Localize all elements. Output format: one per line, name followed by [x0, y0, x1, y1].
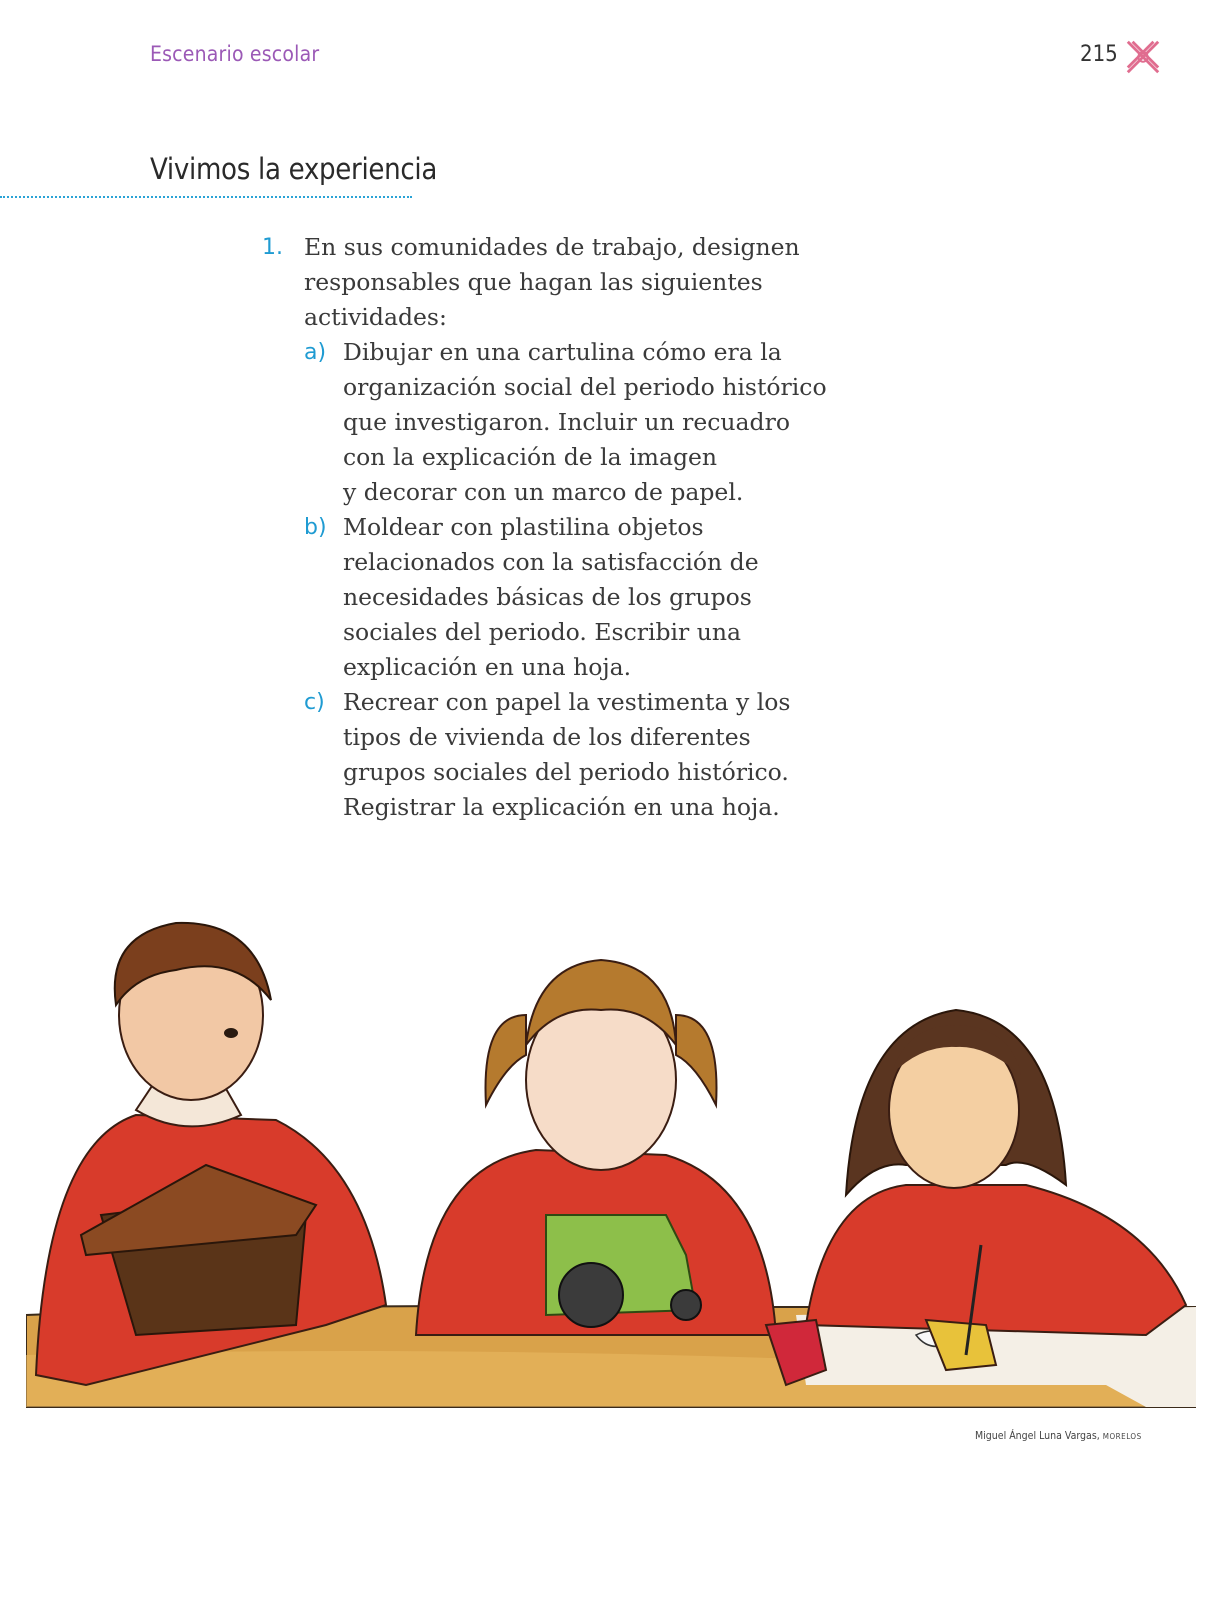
intro-line: actividades:: [304, 303, 447, 331]
activity-item-1: [262, 230, 862, 335]
subitem-line: necesidades básicas de los grupos: [343, 583, 752, 611]
subitem-letter: b): [304, 515, 327, 540]
section-title: Vivimos la experiencia: [150, 152, 438, 186]
credit-state: MORELOS: [1102, 1432, 1142, 1441]
girl-figure-center: [416, 960, 776, 1335]
title-dotted-rule: [0, 196, 412, 198]
subitem-line: Moldear con plastilina objetos: [343, 513, 704, 541]
illustration-credit: [975, 1430, 1142, 1442]
activity-list: [262, 230, 862, 825]
subitem-line: relacionados con la satisfacción de: [343, 548, 759, 576]
subitem-line: que investigaron. Incluir un recuadro: [343, 408, 790, 436]
subitem-c: [304, 685, 862, 825]
children-at-table-illustration: [26, 915, 1196, 1415]
subitem-line: organización social del periodo histórico: [343, 373, 827, 401]
subitem-line: Recrear con papel la vestimenta y los: [343, 688, 791, 716]
running-header-section: Escenario escolar: [150, 42, 320, 66]
subitem-letter: c): [304, 690, 325, 715]
subitem-line: Registrar la explicación en una hoja.: [343, 793, 780, 821]
subitem-line: con la explicación de la imagen: [343, 443, 718, 471]
page-number: 215: [1080, 42, 1118, 67]
credit-author: Miguel Ángel Luna Vargas,: [975, 1430, 1100, 1442]
activity-intro: [304, 230, 800, 335]
subitem-line: Dibujar en una cartulina cómo era la: [343, 338, 782, 366]
subitem-line: grupos sociales del periodo histórico.: [343, 758, 789, 786]
subitem-line: sociales del periodo. Escribir una: [343, 618, 742, 646]
subitem-b: [304, 510, 862, 685]
boy-figure: [36, 923, 386, 1385]
subitem-line: explicación en una hoja.: [343, 653, 632, 681]
subitem-letter: a): [304, 340, 327, 365]
intro-line: En sus comunidades de trabajo, designen: [304, 233, 800, 261]
activity-number: 1.: [262, 235, 283, 260]
subitem-line: tipos de vivienda de los diferentes: [343, 723, 751, 751]
intro-line: responsables que hagan las siguientes: [304, 268, 763, 296]
book-emblem-icon: [1124, 38, 1162, 76]
subitem-a: [304, 335, 862, 510]
subitem-line: y decorar con un marco de papel.: [343, 478, 744, 506]
